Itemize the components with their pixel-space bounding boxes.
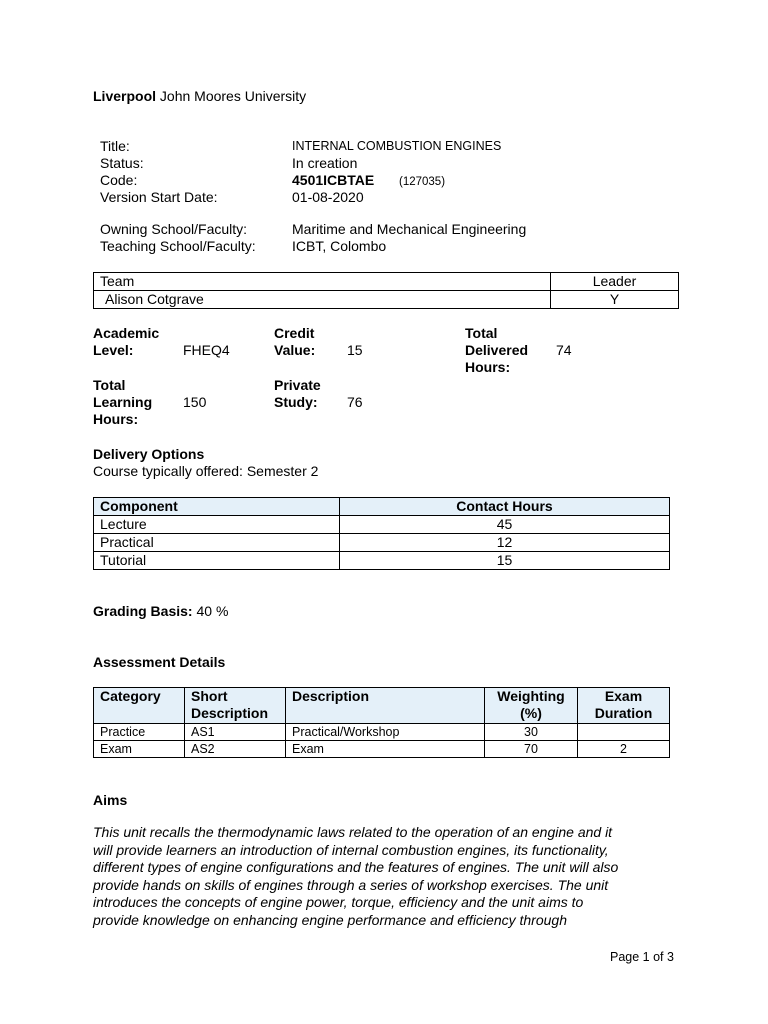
team-table [93, 272, 679, 309]
exam-duration-header-line2: Duration [594, 705, 653, 721]
total-learning-label [93, 377, 152, 428]
aims-line: This unit recalls the thermodynamic laws related to the operation of an engine and it [93, 824, 613, 840]
assessment-exam-duration [578, 724, 670, 741]
short-description-header-line1: Short [191, 688, 228, 704]
total-delivered-value: 74 [556, 342, 572, 358]
start-date-label: Version Start Date: [100, 189, 218, 205]
short-description-header-line2: Description [191, 705, 269, 721]
code-id: (127035) [399, 176, 446, 188]
total-learning-line2: Learning [93, 394, 153, 410]
credit-value: 15 [347, 342, 363, 358]
title-label: Title: [100, 138, 130, 154]
page-number: Page 1 of 3 [610, 950, 674, 964]
credit-label-line1: Credit [274, 325, 315, 341]
aims-text [93, 824, 678, 929]
owning-faculty-value: Maritime and Mechanical Engineering [292, 221, 527, 237]
academic-level-value: FHEQ4 [183, 342, 230, 358]
aims-line: provide hands on skills of engines through a series of workshop exercises. The unit [93, 876, 609, 893]
assessment-description: Practical/Workshop [286, 724, 485, 741]
category-header: Category [94, 688, 185, 724]
aims-heading: Aims [93, 792, 128, 808]
private-study-line1: Private [274, 377, 321, 393]
table-row [94, 741, 670, 758]
components-header-row [94, 498, 670, 516]
assessment-weighting: 70 [485, 741, 578, 758]
component-header: Component [94, 498, 340, 516]
weighting-header-line1: Weighting [497, 688, 565, 704]
total-delivered-line2: Delivered [465, 342, 529, 358]
assessment-description: Exam [286, 741, 485, 758]
weighting-header [485, 688, 578, 724]
academic-level-label [93, 325, 159, 359]
assessment-table [93, 687, 670, 758]
leader-header: Leader [551, 273, 679, 291]
assessment-weighting: 30 [485, 724, 578, 741]
contact-hours-header: Contact Hours [340, 498, 670, 516]
university-name [93, 88, 306, 105]
title-value: INTERNAL COMBUSTION ENGINES [292, 139, 502, 153]
table-row [94, 516, 670, 534]
exam-duration-header [578, 688, 670, 724]
short-description-header [185, 688, 286, 724]
description-header: Description [286, 688, 485, 724]
delivery-text: Course typically offered: Semester 2 [93, 463, 319, 479]
university-name-rest: John Moores University [159, 88, 307, 104]
university-name-bold: Liverpool [93, 88, 157, 104]
contact-hours: 15 [340, 552, 670, 570]
assessment-category: Practice [94, 724, 185, 741]
academic-level-label-line2: Level: [93, 342, 134, 358]
component-name: Lecture [94, 516, 340, 534]
component-name: Tutorial [94, 552, 340, 570]
teaching-faculty-label: Teaching School/Faculty: [100, 238, 256, 254]
table-row [94, 552, 670, 570]
academic-level-label-line1: Academic [93, 325, 160, 341]
private-study-value: 76 [347, 394, 363, 410]
aims-line: introduces the concepts of engine power, torque, efficiency and the unit aims to [93, 894, 584, 910]
total-delivered-label [465, 325, 528, 376]
total-learning-line1: Total [93, 377, 126, 393]
table-row [94, 291, 679, 309]
component-name: Practical [94, 534, 340, 552]
teaching-faculty-value: ICBT, Colombo [292, 238, 387, 254]
status-value: In creation [292, 155, 358, 171]
team-member-leader: Y [551, 291, 679, 309]
owning-faculty-label: Owning School/Faculty: [100, 221, 248, 237]
grading-basis-value: 40 % [196, 603, 229, 619]
aims-line: different types of engine configurations and the features of engines. The unit will also [93, 859, 619, 875]
code-value: 4501ICBTAE [292, 172, 375, 188]
team-member-name: Alison Cotgrave [94, 291, 551, 309]
total-delivered-line1: Total [465, 325, 498, 341]
private-study-label [274, 377, 321, 411]
table-row [94, 534, 670, 552]
team-header: Team [94, 273, 551, 291]
assessment-short-description: AS1 [185, 724, 286, 741]
aims-line: will provide learners an introduction of internal combustion engines, its functionality, [93, 841, 609, 858]
grading-basis [93, 603, 228, 620]
code-label: Code: [100, 172, 138, 188]
start-date-value: 01-08-2020 [292, 189, 364, 205]
grading-basis-label: Grading Basis: [93, 603, 193, 619]
assessment-exam-duration: 2 [578, 741, 670, 758]
private-study-line2: Study: [274, 394, 318, 410]
assessment-heading: Assessment Details [93, 654, 226, 670]
table-row [94, 724, 670, 741]
exam-duration-header-line1: Exam [604, 688, 643, 704]
delivery-heading: Delivery Options [93, 446, 205, 462]
contact-hours: 12 [340, 534, 670, 552]
total-learning-line3: Hours: [93, 411, 139, 427]
weighting-header-line2: (%) [520, 705, 542, 721]
credit-value-label [274, 325, 315, 359]
aims-line: provide knowledge on enhancing engine performance and efficiency through [93, 911, 567, 928]
assessment-header-row [94, 688, 670, 724]
assessment-category: Exam [94, 741, 185, 758]
total-delivered-line3: Hours: [465, 359, 511, 375]
team-header-row [94, 273, 679, 291]
components-table [93, 497, 670, 570]
credit-label-line2: Value: [274, 342, 316, 358]
total-learning-value: 150 [183, 394, 207, 410]
contact-hours: 45 [340, 516, 670, 534]
assessment-short-description: AS2 [185, 741, 286, 758]
status-label: Status: [100, 155, 144, 171]
